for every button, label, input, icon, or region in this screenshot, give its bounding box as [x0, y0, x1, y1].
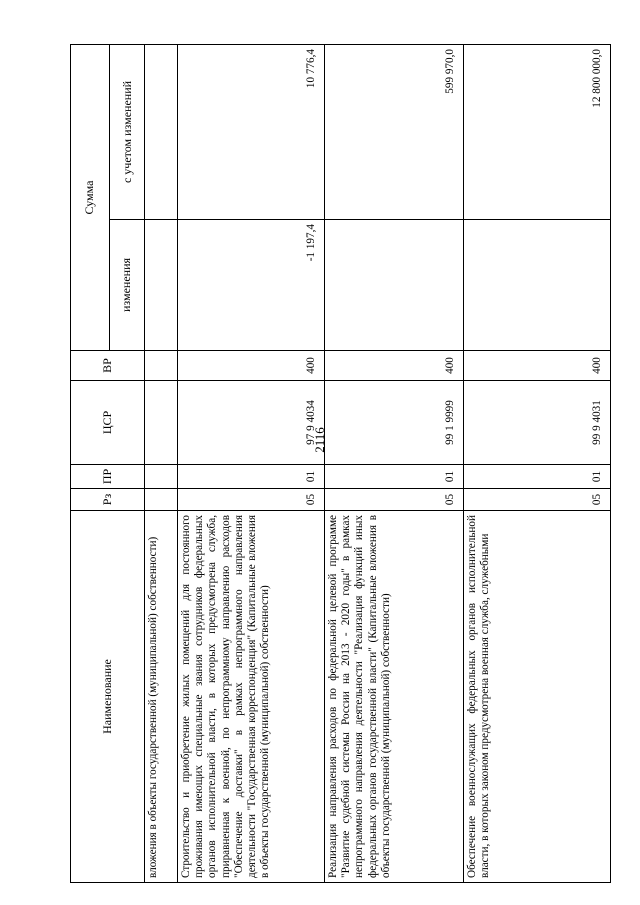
header-pr: ПР — [71, 465, 145, 489]
header-rz: Рз — [71, 489, 145, 511]
header-vr: ВР — [71, 351, 145, 381]
header-sum: Сумма — [71, 44, 110, 350]
row-csr: 99 1 9999 — [325, 381, 464, 465]
row-pr — [145, 465, 178, 489]
table-row — [464, 44, 611, 882]
row-rz — [145, 489, 178, 511]
row-rz: 05 — [178, 489, 325, 511]
table-header-row — [71, 44, 110, 882]
row-changes — [325, 220, 464, 351]
row-name: Реализация направления расходов по федеральной целевой программе "Развитие судебной системы России на 2013 - 2020 годы" в рамках непрограммного направления деятельности "Реализация функций иных федеральных органов государственной власти" (Капитальные вложения в объекты государственной (муниципальной) собственности) — [325, 511, 464, 883]
row-csr — [145, 381, 178, 465]
row-total: 12 800 000,0 — [464, 44, 611, 219]
row-rz: 05 — [325, 489, 464, 511]
table-row — [178, 44, 325, 882]
row-vr — [145, 351, 178, 381]
row-changes: -1 197,4 — [178, 220, 325, 351]
row-total: 10 776,4 — [178, 44, 325, 219]
row-pr: 01 — [325, 465, 464, 489]
row-csr: 97 9 4034 — [178, 381, 325, 465]
header-changes: изменения — [110, 220, 145, 351]
budget-table — [70, 44, 611, 883]
table-row — [145, 44, 178, 882]
row-csr: 99 9 4031 — [464, 381, 611, 465]
budget-table-container — [70, 45, 603, 883]
row-rz: 05 — [464, 489, 611, 511]
row-total: 599 970,0 — [325, 44, 464, 219]
header-name: Наименование — [71, 511, 145, 883]
row-name: Обеспечение военнослужащих федеральных органов исполнительной власти, в которых законом предусмотрена военная служба, служебными — [464, 511, 611, 883]
header-csr: ЦСР — [71, 381, 145, 465]
page-number: 2116 — [312, 427, 327, 453]
row-vr: 400 — [178, 351, 325, 381]
row-total — [145, 44, 178, 219]
row-vr: 400 — [464, 351, 611, 381]
row-vr: 400 — [325, 351, 464, 381]
row-pr: 01 — [178, 465, 325, 489]
table-row — [325, 44, 464, 882]
row-changes — [145, 220, 178, 351]
row-pr: 01 — [464, 465, 611, 489]
row-changes — [464, 220, 611, 351]
row-name: вложения в объекты государственной (муниципальной) собственности) — [145, 511, 178, 883]
row-name: Строительство и приобретение жилых помещений для постоянного проживания имеющих специальные звания сотрудников федеральных органов исполнительной власти, в которых предусмотрена служба, приравненная к военной, по непрограммному направлению расходов "Обеспечение доставки" в рамках непрограммного направления деятельности "Государственная корреспонденция" (Капитальные вложения в объекты государственной (муниципальной) собственности) — [178, 511, 325, 883]
header-total-with-changes: с учетом изменений — [110, 44, 145, 219]
